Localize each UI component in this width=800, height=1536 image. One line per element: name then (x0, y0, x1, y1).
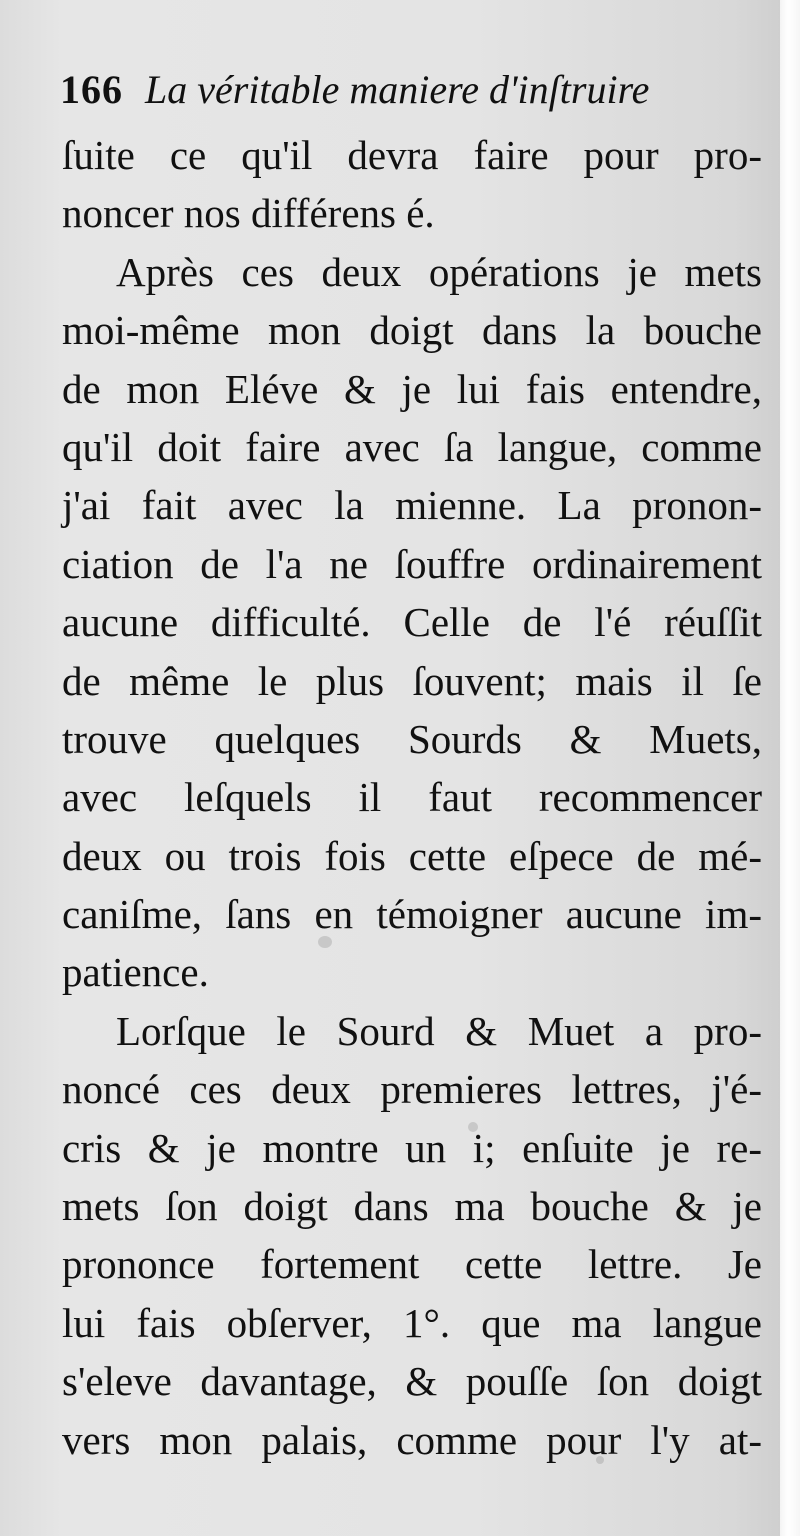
text-line: patience. (62, 949, 209, 996)
text-line: deux ou trois fois cette eſpece de mé- (62, 832, 762, 879)
text-line: j'ai fait avec la mienne. La pronon- (62, 482, 762, 529)
body-text (62, 126, 762, 1469)
text-line: noncé ces deux premieres lettres, j'é- (62, 1066, 762, 1113)
text-line: de même le plus ſouvent; mais il ſe (62, 657, 762, 704)
text-line: moi-même mon doigt dans la bouche (62, 307, 762, 354)
page-edge (780, 0, 800, 1536)
text-line: caniſme, ſans en témoigner aucune im- (62, 891, 762, 938)
page-number: 166 (60, 67, 123, 112)
text-line: avec leſquels il faut recommencer (62, 774, 762, 821)
text-line: prononce fortement cette lettre. Je (62, 1241, 762, 1288)
ink-spot (318, 936, 332, 948)
text-line: aucune difficulté. Celle de l'é réuſſit (62, 599, 762, 646)
ink-spot (468, 1122, 478, 1132)
text-line: de mon Eléve & je lui fais entendre, (62, 365, 762, 412)
text-line: qu'il doit faire avec ſa langue, comme (62, 423, 762, 470)
text-line: ſuite ce qu'il devra faire pour pro- (62, 132, 762, 178)
text-line: lui fais obſerver, 1°. que ma langue (62, 1299, 762, 1346)
text-line: s'eleve davantage, & pouſſe ſon doigt (62, 1358, 762, 1405)
running-title: La véritable maniere d'inſtruire (145, 67, 650, 112)
text-line: vers mon palais, comme pour l'y at- (62, 1416, 762, 1463)
running-header (60, 60, 760, 120)
text-line: mets ſon doigt dans ma bouche & je (62, 1183, 762, 1230)
text-line: ciation de l'a ne ſouffre ordinairement (62, 540, 762, 587)
text-line: noncer nos différens é. (62, 190, 435, 237)
paragraph-first-line: Après ces deux opérations je mets (116, 248, 762, 295)
text-line: trouve quelques Sourds & Muets, (62, 715, 762, 762)
ink-spot (596, 1456, 604, 1464)
text-line: cris & je montre un i; enſuite je re- (62, 1124, 762, 1171)
paragraph-first-line: Lorſque le Sourd & Muet a pro- (116, 1007, 762, 1054)
